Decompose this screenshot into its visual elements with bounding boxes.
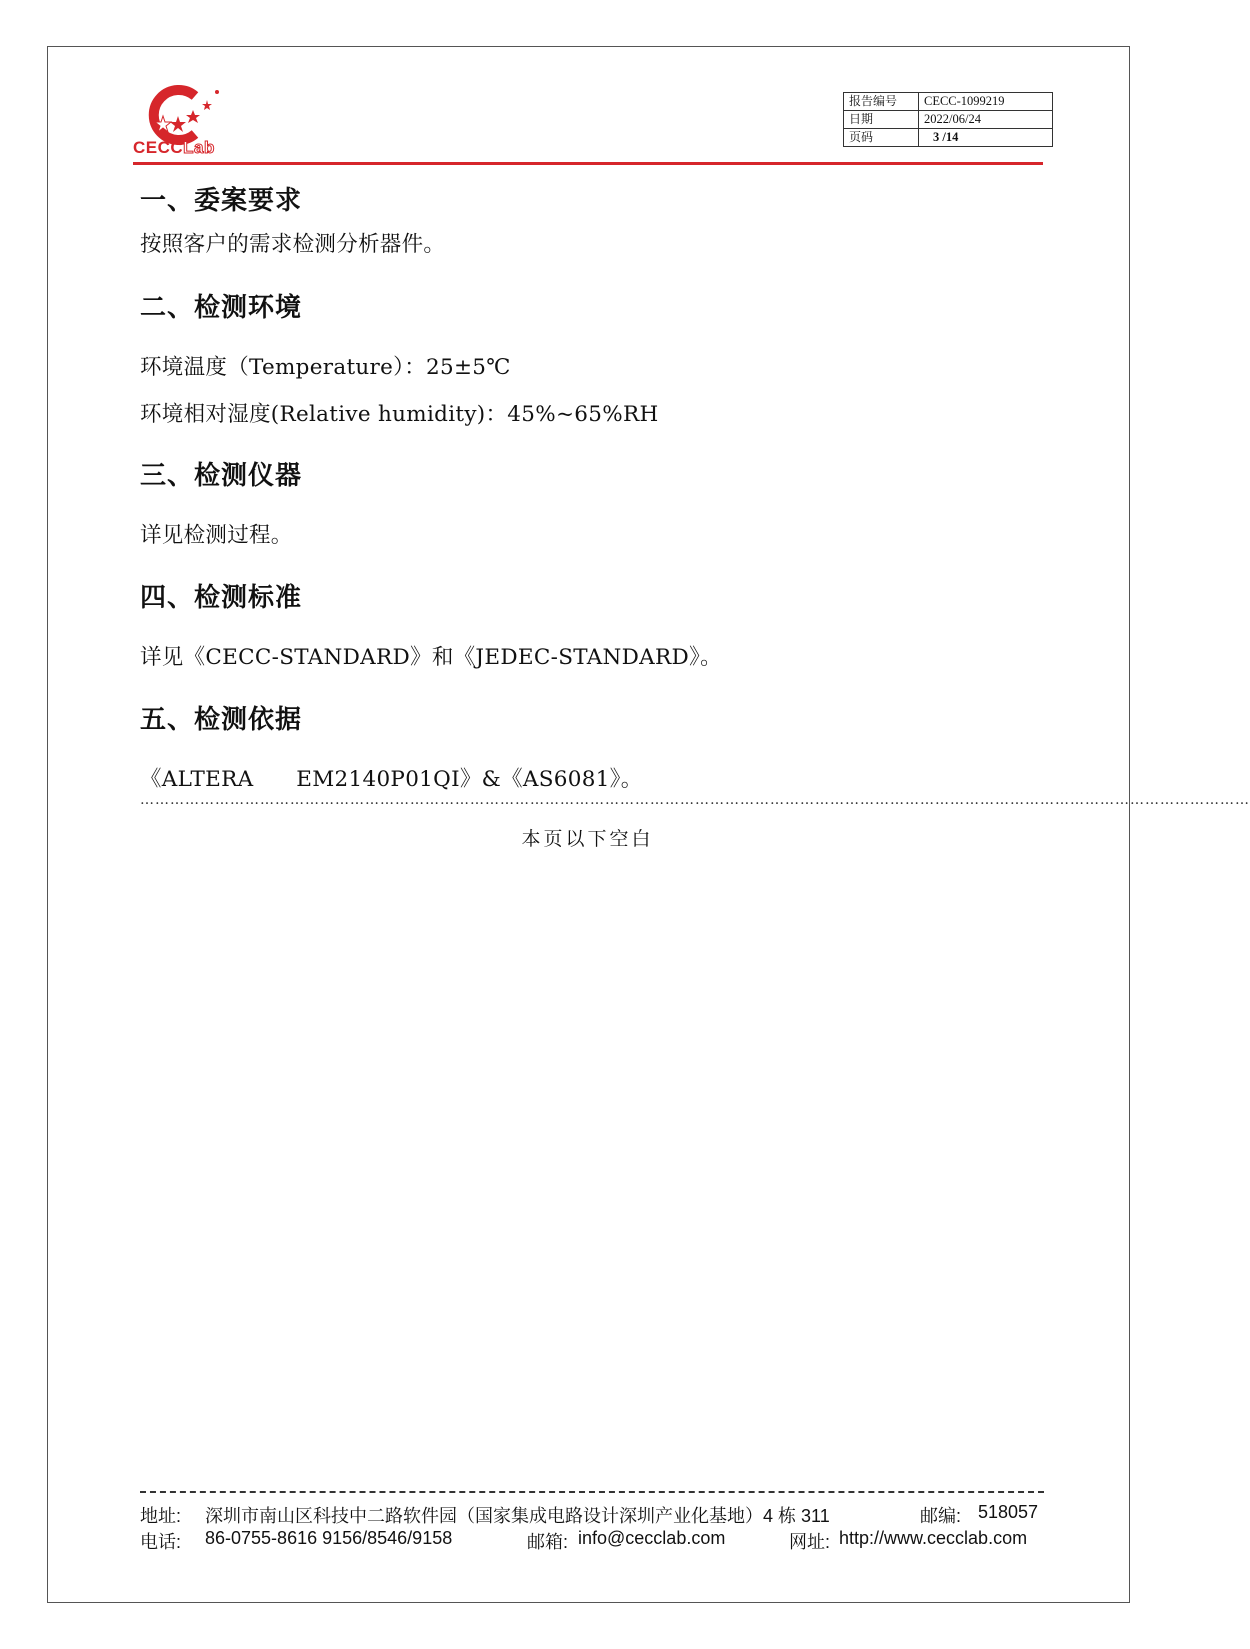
meta-label: 日期 <box>844 111 919 129</box>
header-divider <box>133 162 1043 165</box>
footer-address: 深圳市南山区科技中二路软件园（国家集成电路设计深圳产业化基地）4 栋 311 <box>205 1506 830 1526</box>
footer-email-label: 邮箱: <box>527 1532 569 1552</box>
meta-row-date <box>844 111 1053 129</box>
section-heading-1: 一、委案要求 <box>140 186 303 216</box>
logo-wordmark-lab: Lab <box>183 138 215 157</box>
meta-row-report-number <box>844 93 1053 111</box>
blank-page-note: 本页以下空白 <box>521 828 654 850</box>
section-text: 详见《CECC-STANDARD》和《JEDEC-STANDARD》。 <box>140 645 722 670</box>
footer-postcode-label: 邮编: <box>920 1506 962 1526</box>
footer-postcode: 518057 <box>978 1502 1039 1522</box>
section-heading-4: 四、检测标准 <box>140 583 303 613</box>
meta-row-page <box>844 129 1053 147</box>
meta-label: 报告编号 <box>844 93 919 111</box>
section-text: 《ALTERA EM2140P01QI》&《AS6081》。 <box>140 767 643 792</box>
section-heading-5: 五、检测依据 <box>140 705 303 735</box>
meta-label: 页码 <box>844 129 919 147</box>
dotted-divider: …………………………………………………………………………………………………………………………………………………………………………………………………… <box>140 792 1250 808</box>
section-text: 环境温度（Temperature）：25±5℃ <box>140 355 511 380</box>
footer-address-label: 地址: <box>140 1506 182 1526</box>
logo-wordmark <box>133 138 215 158</box>
meta-value: 2022/06/24 <box>919 111 1053 129</box>
meta-value: 3 /14 <box>919 129 1053 147</box>
section-text: 环境相对湿度(Relative humidity)：45%~65%RH <box>140 402 659 427</box>
footer-phone-label: 电话: <box>140 1532 182 1552</box>
footer-email-link[interactable]: info@cecclab.com <box>578 1528 726 1548</box>
footer-divider <box>140 1491 1044 1493</box>
section-text: 按照客户的需求检测分析器件。 <box>140 232 446 257</box>
footer-phone: 86-0755-8616 9156/8546/9158 <box>205 1528 453 1548</box>
footer-web-link[interactable]: http://www.cecclab.com <box>839 1528 1028 1548</box>
section-heading-3: 三、检测仪器 <box>140 461 303 491</box>
report-meta-table <box>843 92 1053 147</box>
section-text: 详见检测过程。 <box>140 523 293 548</box>
logo-wordmark-cecc: CECC <box>133 138 184 157</box>
section-heading-2: 二、检测环境 <box>140 293 303 323</box>
meta-value: CECC-1099219 <box>919 93 1053 111</box>
footer-web-label: 网址: <box>789 1532 831 1552</box>
